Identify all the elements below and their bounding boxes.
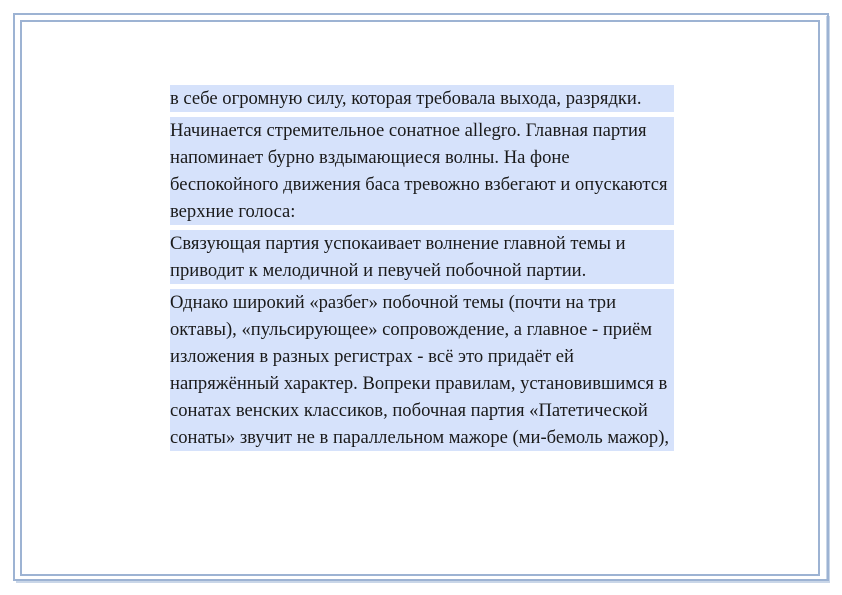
paragraph-4: Однако широкий «разбег» побочной темы (почти на три октавы), «пульсирующее» сопровождение, а главное - приём изложения в разных регистрах - всё это придаёт ей напряжённый характер. Вопреки правилам, установившимся в сонатах венских классиков, побочная партия «Патетической сонаты» звучит не в параллельном мажоре (ми-бемоль мажор), <box>170 289 674 451</box>
paragraph-3: Связующая партия успокаивает волнение главной темы и приводит к мелодичной и певучей побочной партии. <box>170 230 674 284</box>
paragraph-2: Начинается стремительное сонатное allegro. Главная партия напоминает бурно вздымающиеся волны. На фоне беспокойного движения баса тревожно взбегают и опускаются верхние голоса: <box>170 117 674 225</box>
paragraph-1: в себе огромную силу, которая требовала выхода, разрядки. <box>170 85 674 112</box>
text-body <box>170 85 674 456</box>
